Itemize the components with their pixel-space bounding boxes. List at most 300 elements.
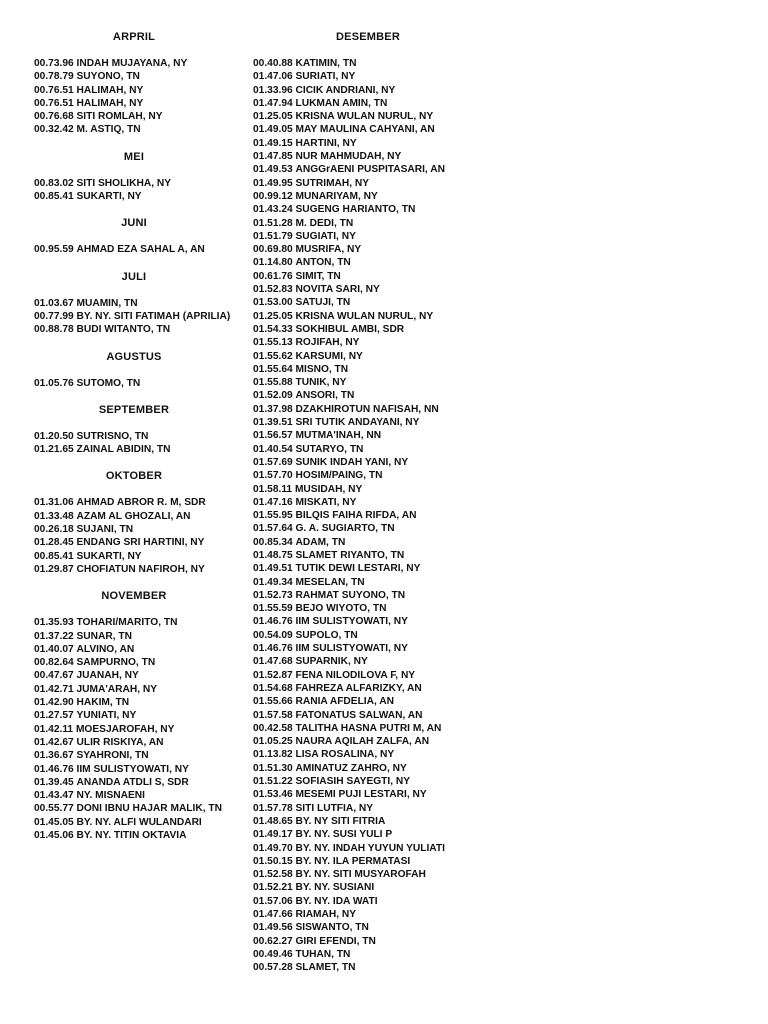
entry-time: 01.42.11 [34,723,74,735]
entry-name: ADAM, TN [295,536,346,548]
entry-time: 01.50.15 [253,855,293,867]
list-item [253,243,723,256]
entry-time: 00.26.18 [34,524,74,536]
entry-name: BY. NY. SUSIANI [295,882,375,894]
entry-name: HAKIM, TN [76,697,130,709]
entry-name: BY. NY SITI FITRIA [295,815,386,827]
entry-name: SUPARNIK, NY [295,656,368,668]
entry-name: CICIK ANDRIANI, NY [295,84,396,96]
entry-name: MUSIDAH, NY [294,483,363,495]
entry-name: NOVITA SARI, NY [295,284,380,296]
entry-time: 01.55.95 [253,510,293,522]
list-item [253,296,723,309]
entry-name: BEJO WIYOTO, TN [295,603,387,615]
entry-time: 01.55.88 [253,377,293,389]
list-item [253,150,723,163]
entry-time: 00.88.78 [34,324,74,336]
list-item [34,696,254,709]
entry-name: BY. NY. ALFI WULANDARI [76,816,202,828]
list-item [253,948,723,961]
entry-time: 01.14.80 [253,257,293,269]
list-item [34,709,254,722]
list-item [253,682,723,695]
entry-name: MUTMA'INAH, NN [295,430,382,442]
entry-name: ZAINAL ABIDIN, TN [76,444,171,456]
entry-time: 00.95.59 [34,244,74,256]
entry-time: 01.47.94 [253,97,293,109]
list-item [253,283,723,296]
entry-time: 01.31.06 [34,497,74,509]
entry-name: AMINATUZ ZAHRO, NY [295,762,407,774]
entry-name: LUKMAN AMIN, TN [295,97,388,109]
month-heading: JUNI [121,217,147,230]
entry-time: 01.47.85 [253,151,293,163]
entry-name: MAY MAULINA CAHYANI, AN [295,124,435,136]
list-item [34,190,254,203]
entry-time: 00.57.28 [253,962,293,974]
entry-time: 01.51.30 [253,762,293,774]
list-item [253,203,723,216]
entry-time: 01.37.22 [34,630,74,642]
entry-name: SUTARYO, TN [295,443,364,455]
month-section [34,403,254,457]
entry-name: KRISNA WULAN NURUL, NY [295,111,434,123]
list-item [34,802,254,815]
entry-time: 01.43.47 [34,790,74,802]
list-item [34,683,254,696]
entry-name: SOKHIBUL AMBI, SDR [295,323,405,335]
entry-name: SIMIT, TN [295,270,341,282]
list-item [253,589,723,602]
entry-name: SLAMET RIYANTO, TN [295,549,405,561]
list-item [34,297,254,310]
entry-time: 01.49.53 [253,164,293,176]
list-item [253,629,723,642]
entry-time: 01.20.50 [34,430,74,442]
month-heading: JULI [121,270,147,283]
entry-name: ALVINO, AN [76,643,135,655]
entry-time: 01.52.83 [253,284,293,296]
entry-name: BY. NY. SUSI YULI P [295,829,393,841]
entry-name: SITI SHOLIKHA, NY [76,177,172,189]
entry-name: SUJANI, TN [76,524,134,536]
entry-time: 01.49.17 [253,829,293,841]
entry-name: RAHMAT SUYONO, TN [295,589,406,601]
list-item [34,443,254,456]
entry-time: 01.42.67 [34,736,74,748]
entry-name: MOESJAROFAH, NY [75,723,175,735]
list-item [253,456,723,469]
list-item [34,763,254,776]
list-item [34,84,254,97]
month-section [253,30,723,974]
left-column [34,30,254,855]
list-item [253,642,723,655]
list-item [34,310,254,323]
list-item [253,722,723,735]
entry-name: SUNAR, TN [76,630,132,642]
entry-time: 01.39.45 [34,776,74,788]
entry-time: 01.49.70 [253,842,293,854]
entry-time: 01.49.15 [253,137,293,149]
list-item [253,855,723,868]
entry-name: SURIATI, NY [295,71,356,83]
list-item [34,97,254,110]
entry-name: ANANDA ATDLI S, SDR [76,776,189,788]
entry-name: JUANAH, NY [76,670,139,682]
list-item [253,655,723,668]
list-item [253,70,723,83]
entry-name: MESELAN, TN [295,576,365,588]
entry-time: 00.83.02 [34,177,74,189]
entry-name: YUNIATI, NY [76,710,137,722]
list-item [34,496,254,509]
entry-name: ULIR RISKIYA, AN [76,736,164,748]
entry-name: MISNO, TN [295,363,349,375]
entry-time: 00.69.80 [253,244,293,256]
entry-name: M. ASTIQ, TN [76,124,141,136]
entry-time: 01.47.66 [253,909,293,920]
entry-time: 01.57.69 [253,456,293,468]
entry-name: HOSIM/PAING, TN [295,470,383,482]
list-item [253,190,723,203]
list-item [34,723,254,736]
entry-name: ROJIFAH, NY [295,337,360,349]
list-item [253,270,723,283]
list-item [253,123,723,136]
list-item [253,695,723,708]
entry-time: 01.52.21 [253,882,293,894]
entry-name: ANTON, TN [295,257,351,269]
list-item [34,123,254,136]
entry-time: 00.40.88 [253,58,293,69]
entry-name: AHMAD EZA SAHAL A, AN [76,244,205,256]
list-item [253,908,723,921]
list-item [34,563,254,576]
entry-time: 00.85.41 [34,191,74,203]
entry-name: M. DEDI, TN [295,217,354,229]
list-item [34,643,254,656]
month-heading: SEPTEMBER [98,403,170,416]
entry-name: HALIMAH, NY [76,84,144,96]
entry-time: 01.05.76 [34,377,74,389]
entry-time: 01.29.87 [34,563,74,575]
entry-time: 01.33.48 [34,510,74,522]
entry-time: 01.51.28 [253,217,293,229]
entry-time: 01.55.64 [253,363,293,375]
entry-name: G. A. SUGIARTO, TN [295,523,395,535]
list-item [253,842,723,855]
entry-name: JUMA'ARAH, NY [76,683,158,695]
entry-time: 01.39.51 [253,417,293,429]
list-item [253,403,723,416]
entry-name: SUPOLO, TN [295,629,358,641]
entry-name: SLAMET, TN [295,962,356,974]
month-section [34,589,254,842]
list-item [34,789,254,802]
month-heading: OKTOBER [105,470,163,483]
list-item [253,788,723,801]
list-item [34,816,254,829]
list-item [34,510,254,523]
entry-time: 01.54.33 [253,323,293,335]
entry-name: NUR MAHMUDAH, NY [295,151,402,163]
entry-time: 01.36.67 [34,750,74,762]
entry-time: 01.42.71 [34,683,74,695]
entry-name: SUTRIMAH, NY [295,177,370,189]
list-item [253,709,723,722]
entry-name: SRI TUTIK ANDAYANI, NY [295,417,420,429]
entry-time: 00.76.68 [34,111,74,123]
entry-time: 01.55.62 [253,350,293,362]
entry-name: AZAM AL GHOZALI, AN [76,510,191,522]
list-item [253,522,723,535]
list-item [34,523,254,536]
entry-time: 01.13.82 [253,749,293,761]
list-item [253,323,723,336]
entry-time: 01.48.75 [253,549,293,561]
entry-time: 00.61.76 [253,270,293,282]
month-section [34,270,254,337]
entry-name: BILQIS FAIHA RIFDA, AN [295,510,417,522]
entry-name: ENDANG SRI HARTINI, NY [76,537,205,549]
entry-time: 00.77.99 [34,310,74,322]
entry-time: 01.49.95 [253,177,293,189]
entry-time: 01.33.96 [253,84,293,96]
entry-time: 01.55.59 [253,603,293,615]
list-item [253,509,723,522]
list-item [253,921,723,934]
list-item [253,775,723,788]
entry-name: FAHREZA ALFARIZKY, AN [295,682,422,694]
entry-time: 01.46.76 [253,643,293,655]
entry-time: 01.56.57 [253,430,293,442]
entry-name: TUTIK DEWI LESTARI, NY [295,563,421,575]
entry-time: 01.40.07 [34,643,74,655]
list-item [253,376,723,389]
list-item [253,230,723,243]
entry-name: MUSRIFA, NY [295,244,362,256]
entry-name: RANIA AFDELIA, AN [295,696,394,708]
entry-time: 01.40.54 [253,443,293,455]
month-section [34,350,254,390]
entry-time: 00.85.41 [34,550,74,562]
list-item [34,829,254,842]
entry-name: SUGENG HARIANTO, TN [295,204,416,216]
list-item [253,389,723,402]
entry-name: SUGIATI, NY [295,230,356,242]
entry-name: SUKARTI, NY [76,191,142,203]
month-section [34,216,254,256]
entry-time: 01.57.70 [253,470,293,482]
entry-name: KRISNA WULAN NURUL, NY [295,310,434,322]
entry-time: 00.85.34 [253,536,293,548]
entry-name: SUTOMO, TN [76,377,141,389]
entry-name: RIAMAH, NY [295,909,357,920]
entry-name: HARTINI, NY [295,137,357,149]
entry-name: FENA NILODILOVA F, NY [295,669,416,681]
entry-name: MUAMIN, TN [76,297,138,309]
month-heading: ARPRIL [112,31,156,43]
entry-time: 01.52.58 [253,869,293,881]
entry-name: KARSUMI, NY [295,350,363,362]
entry-time: 01.51.79 [253,230,293,242]
entry-time: 00.32.42 [34,124,74,136]
entry-name: TOHARI/MARITO, TN [76,617,178,629]
entry-name: TALITHA HASNA PUTRI M, AN [295,722,442,734]
entry-time: 01.37.98 [253,403,293,415]
month-section [34,30,254,137]
list-item [253,562,723,575]
entry-time: 01.49.56 [253,922,293,934]
list-item [34,430,254,443]
entry-time: 01.25.05 [253,310,293,322]
entry-time: 01.57.58 [253,709,293,721]
list-item [253,469,723,482]
list-item [34,110,254,123]
list-item [34,70,254,83]
entry-time: 01.03.67 [34,297,74,309]
list-item [34,536,254,549]
list-item [34,57,254,70]
month-heading: AGUSTUS [106,350,162,363]
list-item [34,377,254,390]
entry-name: NAURA AQILAH ZALFA, AN [295,736,430,748]
list-item [253,163,723,176]
entry-time: 01.55.66 [253,696,293,708]
list-item [34,749,254,762]
entry-time: 01.25.05 [253,111,293,123]
entry-name: BY. NY. SITI FATIMAH (APRILIA) [76,310,231,322]
entry-time: 00.78.79 [34,71,74,83]
entry-time: 01.58.11 [253,483,293,495]
entry-name: MUNARIYAM, NY [295,190,378,202]
entry-name: CHOFIATUN NAFIROH, NY [76,563,205,575]
list-item [34,736,254,749]
list-item [253,137,723,150]
entry-time: 01.57.06 [253,895,293,907]
entry-time: 01.48.65 [253,815,293,827]
entry-name: ANSORI, TN [295,390,355,402]
entry-time: 01.53.00 [253,297,293,309]
list-item [253,310,723,323]
entry-time: 01.57.78 [253,802,293,814]
entry-time: 00.54.09 [253,629,293,641]
entry-time: 01.47.16 [253,496,293,508]
right-column [253,30,723,987]
entry-time: 01.21.65 [34,444,74,456]
entry-time: 01.55.13 [253,337,293,349]
entry-time: 01.46.76 [34,763,74,775]
list-item [34,616,254,629]
list-item [253,256,723,269]
entry-name: SAMPURNO, TN [76,657,156,669]
entry-time: 01.42.90 [34,697,74,709]
entry-time: 00.82.64 [34,657,74,669]
entry-name: AHMAD ABROR R. M, SDR [76,497,206,509]
list-item [253,443,723,456]
entry-name: BY. NY. SITI MUSYAROFAH [295,869,426,881]
month-heading: NOVEMBER [101,590,167,603]
list-item [253,363,723,376]
list-item [253,350,723,363]
entry-name: DONI IBNU HAJAR MALIK, TN [76,803,222,815]
list-item [253,748,723,761]
entry-time: 00.62.27 [253,935,293,947]
list-item [253,549,723,562]
list-item [253,735,723,748]
list-item [253,615,723,628]
entry-name: SITI LUTFIA, NY [295,802,374,814]
entry-time: 01.52.73 [253,589,293,601]
entry-time: 01.49.34 [253,576,293,588]
entry-name: SUYONO, TN [76,71,140,83]
entry-name: INDAH MUJAYANA, NY [76,58,188,69]
list-item [253,602,723,615]
list-item [253,961,723,974]
list-item [253,416,723,429]
entry-time: 01.45.06 [34,829,74,841]
list-item [253,429,723,442]
list-item [253,110,723,123]
entry-name: SUTRISNO, TN [76,430,149,442]
list-item [253,762,723,775]
entry-time: 01.46.76 [253,616,293,628]
entry-time: 01.05.25 [253,736,293,748]
list-item [34,177,254,190]
entry-time: 01.53.46 [253,789,293,801]
entry-name: MISKATI, NY [295,496,357,508]
entry-time: 01.52.87 [253,669,293,681]
entry-name: IIM SULISTYOWATI, NY [295,643,408,655]
list-item [253,217,723,230]
list-item [34,243,254,256]
list-item [253,483,723,496]
entry-time: 00.47.67 [34,670,74,682]
month-heading: DESEMBER [336,31,400,43]
entry-name: SATUJI, TN [295,297,351,309]
entry-time: 01.49.05 [253,124,293,136]
entry-time: 01.45.05 [34,816,74,828]
entry-name: BUDI WITANTO, TN [76,324,171,336]
entry-name: BY. NY. ILA PERMATASI [295,855,411,867]
list-item [253,57,723,70]
entry-time: 01.28.45 [34,537,74,549]
list-item [34,669,254,682]
entry-name: BY. NY. TITIN OKTAVIA [76,829,187,841]
entry-name: BY. NY. INDAH YUYUN YULIATI [295,842,445,854]
month-section [34,469,254,576]
list-item [34,656,254,669]
entry-name: KATIMIN, TN [295,58,357,69]
entry-time: 01.54.68 [253,682,293,694]
entry-time: 00.73.96 [34,58,74,69]
entry-name: SYAHRONI, TN [76,750,149,762]
list-item [253,336,723,349]
list-item [253,815,723,828]
list-item [253,802,723,815]
list-item [253,669,723,682]
entry-name: MESEMI PUJI LESTARI, NY [295,789,427,801]
list-item [253,84,723,97]
entry-name: SOFIASIH SAYEGTI, NY [295,776,411,788]
entry-time: 00.76.51 [34,84,74,96]
entry-time: 01.57.64 [253,523,293,535]
entry-time: 00.99.12 [253,190,293,202]
entry-name: SISWANTO, TN [295,922,369,934]
entry-time: 01.47.68 [253,656,293,668]
entry-name: LISA ROSALINA, NY [295,749,395,761]
